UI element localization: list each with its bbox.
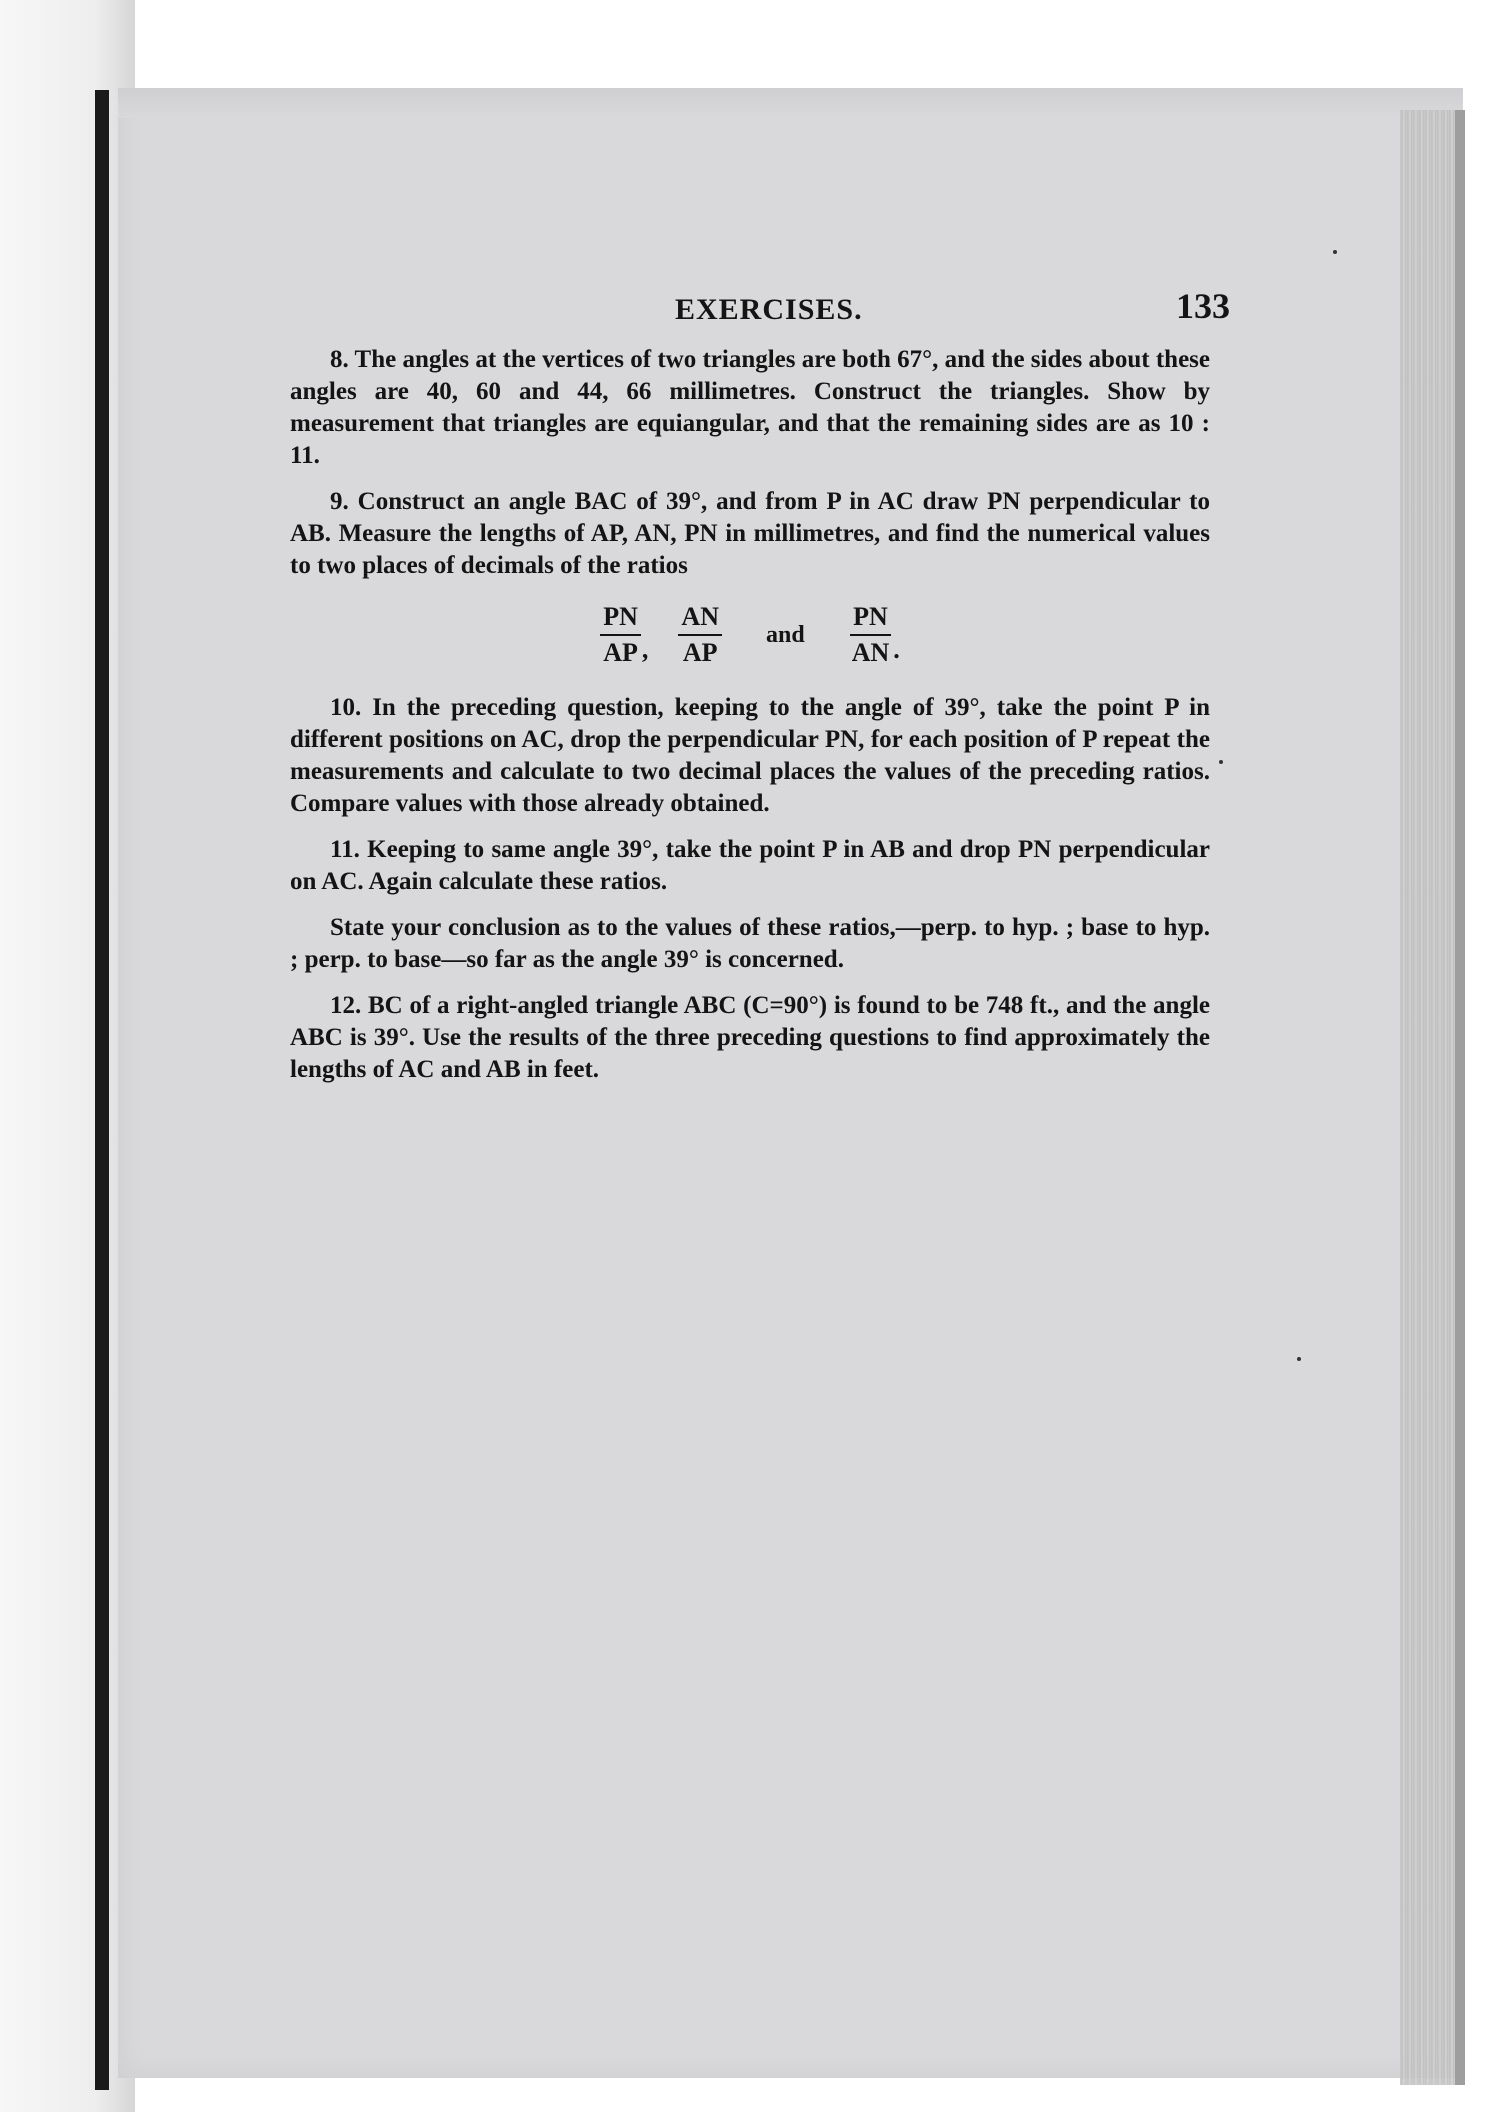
ratio-denominator: AN xyxy=(851,638,890,667)
ratio-denominator: AP xyxy=(603,638,638,667)
ratio-denominator: AP xyxy=(682,638,718,667)
page-stack-edge xyxy=(1400,110,1462,2085)
ratio-fractions xyxy=(290,600,1210,670)
ratio-pn-ap xyxy=(600,600,648,670)
ratio-an-ap xyxy=(678,600,722,670)
ratio-numerator: PN xyxy=(850,600,891,636)
ratio-numerator: PN xyxy=(600,600,641,636)
exercise-11-conclusion: State your conclusion as to the values of these ratios,—perp. to hyp. ; base to hyp. ; perp. to base—so far as the angle 39° is concerned. xyxy=(290,914,1210,973)
exercise-12: 12. BC of a right-angled triangle ABC (C=90°) is found to be 748 ft., and the angle ABC is 39°. Use the results of the three preceding questions to find approximately the lengths of AC and AB in feet. xyxy=(290,992,1210,1083)
ratio-separator: , xyxy=(641,635,649,664)
ratio-and-word: and xyxy=(765,622,805,648)
page-outer-edge xyxy=(1455,110,1465,2085)
scan-speck xyxy=(1333,250,1337,254)
ratio-separator: . xyxy=(893,635,900,664)
exercise-11: 11. Keeping to same angle 39°, take the point P in AB and drop PN perpendicular on AC. Again calculate these ratios. xyxy=(290,836,1210,895)
exercise-8: 8. The angles at the vertices of two triangles are both 67°, and the sides about these angles are 40, 60 and 44, 66 millimetres. Construct the triangles. Show by measurement that triangles are equiangular, and that the remaining sides are as 10 : 11. xyxy=(290,346,1210,469)
book-gutter xyxy=(95,90,109,2090)
page-number: 133 xyxy=(1176,286,1230,326)
scan-speck xyxy=(1297,1357,1301,1361)
exercise-9: 9. Construct an angle BAC of 39°, and from P in AC draw PN perpendicular to AB. Measure the lengths of AP, AN, PN in millimetres, and find the numerical values to two places of decimals of the ratios xyxy=(290,488,1210,579)
scan-speck xyxy=(1219,760,1223,764)
page-text xyxy=(290,280,1230,1100)
exercise-10: 10. In the preceding question, keeping to the angle of 39°, take the point P in different positions on AC, drop the perpendicular PN, for each position of P repeat the measurements and calculate to two decimal places the values of the preceding ratios. Compare values with those already obtained. xyxy=(290,694,1210,817)
page-top-edge xyxy=(118,88,1463,118)
running-head xyxy=(290,280,1230,336)
ratio-numerator: AN xyxy=(678,600,722,636)
scan-margin xyxy=(0,0,135,2112)
running-head-title: EXERCISES. xyxy=(675,293,863,326)
ratio-pn-an xyxy=(849,600,900,670)
